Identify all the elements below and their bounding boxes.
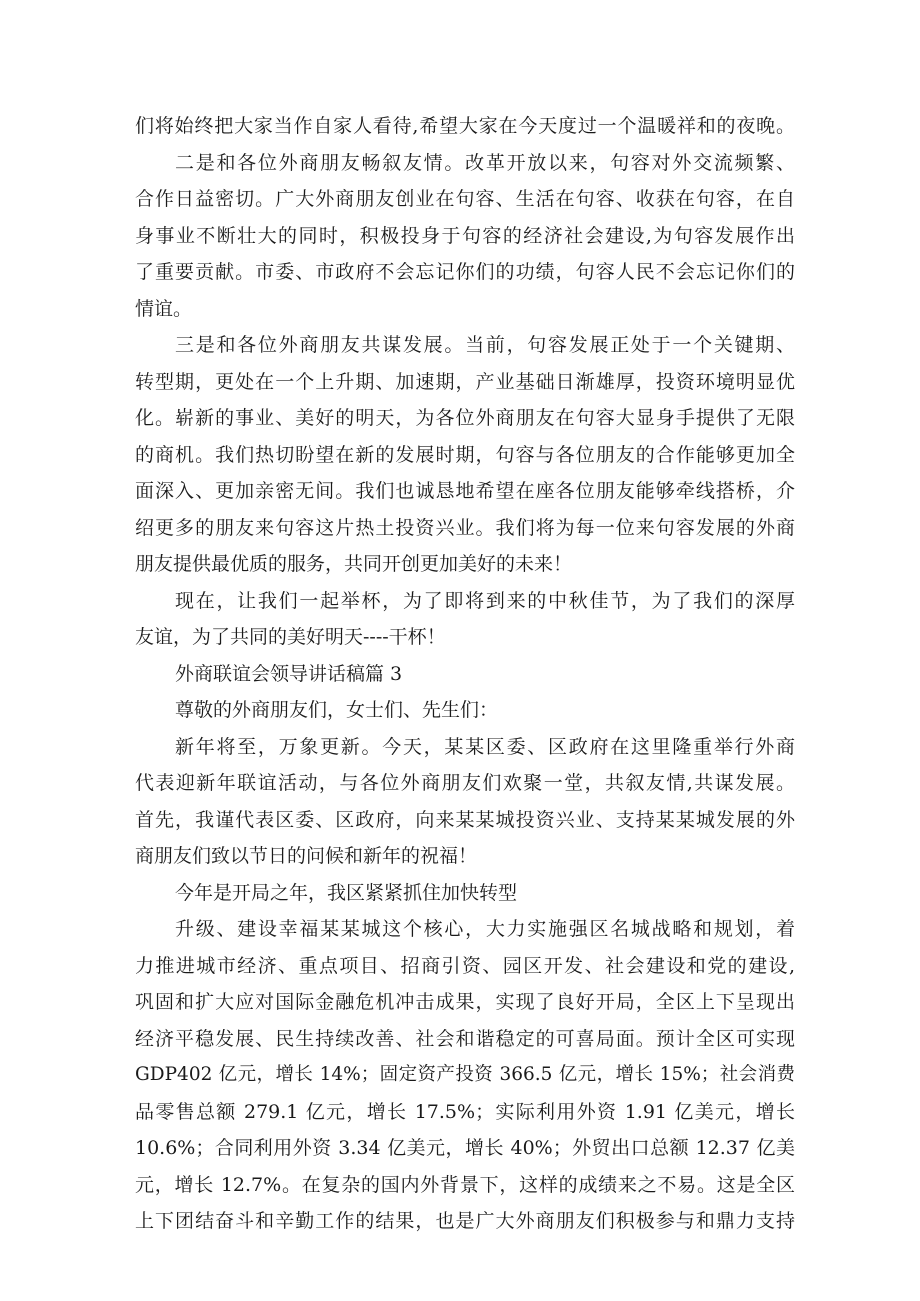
text-line: 们将始终把大家当作自家人看待,希望大家在今天度过一个温暖祥和的夜晚。 [135, 115, 795, 137]
document-body [135, 108, 795, 1240]
text-line: 代表迎新年联谊活动，与各位外商朋友们欢聚一堂，共叙友情,共谋发展。 [135, 772, 795, 794]
text-line: 力推进城市经济、重点项目、招商引资、园区开发、社会建设和党的建设, [135, 954, 795, 977]
text-line: 朋友提供最优质的服务，共同开创更加美好的未来！ [135, 553, 573, 575]
text-line: 10.6%；合同利用外资 3.34 亿美元，增长 40%；外贸出口总额 12.37 亿美 [135, 1137, 795, 1159]
text-line: 品零售总额 279.1 亿元，增长 17.5%；实际利用外资 1.91 亿美元，增长 [135, 1100, 795, 1123]
text-line: 转型期，更处在一个上升期、加速期，产业基础日渐雄厚，投资环境明显优 [135, 370, 795, 393]
text-line: 上下团结奋斗和辛勤工作的结果，也是广大外商朋友们积极参与和鼎力支持 [135, 1210, 795, 1232]
text-line: GDP402 亿元，增长 14%；固定资产投资 366.5 亿元，增长 15%；社会消费 [135, 1064, 795, 1085]
paragraph-start-line: 三是和各位外商朋友共谋发展。当前，句容发展正处于一个关键期、 [175, 334, 795, 356]
section-heading: 外商联谊会领导讲话稿篇 3 [175, 662, 403, 685]
text-line: 元，增长 12.7%。在复杂的国内外背景下，这样的成绩来之不易。这是全区 [135, 1173, 795, 1196]
salutation: 尊敬的外商朋友们，女士们、先生们： [175, 699, 499, 721]
text-line: 了重要贡献。市委、市政府不会忘记你们的功绩，句容人民不会忘记你们的 [135, 261, 795, 283]
text-line: 的商机。我们热切盼望在新的发展时期，句容与各位朋友的合作能够更加全 [135, 443, 795, 466]
text-line: 身事业不断壮大的同时，积极投身于句容的经济社会建设,为句容发展作出 [135, 224, 795, 247]
text-line: 情谊。 [135, 297, 193, 320]
text-line: 巩固和扩大应对国际金融危机冲击成果，实现了良好开局，全区上下呈现出 [135, 991, 795, 1013]
paragraph-start-line: 新年将至，万象更新。今天，某某区委、区政府在这里隆重举行外商 [175, 735, 795, 758]
text-line: 绍更多的朋友来句容这片热土投资兴业。我们将为每一位来句容发展的外商 [135, 516, 795, 539]
text-line: 面深入、更加亲密无间。我们也诚恳地希望在座各位朋友能够牵线搭桥，介 [135, 480, 795, 502]
text-line: 首先，我谨代表区委、区政府，向来某某城投资兴业、支持某某城发展的外 [135, 808, 795, 831]
paragraph-start-line: 今年是开局之年，我区紧紧抓住加快转型 [175, 881, 518, 904]
text-line: 经济平稳发展、民生持续改善、社会和谐稳定的可喜局面。预计全区可实现 [135, 1027, 795, 1050]
text-line: 化。崭新的事业、美好的明天，为各位外商朋友在句容大显身手提供了无限 [135, 407, 795, 429]
text-line: 商朋友们致以节日的问候和新年的祝福！ [135, 845, 478, 867]
paragraph-start-line: 升级、建设幸福某某城这个核心，大力实施强区名城战略和规划，着 [175, 918, 795, 940]
text-line: 合作日益密切。广大外商朋友创业在句容、生活在句容、收获在句容，在自 [135, 188, 795, 210]
paragraph-start-line: 现在，让我们一起举杯，为了即将到来的中秋佳节，为了我们的深厚 [175, 589, 795, 612]
paragraph-start-line: 二是和各位外商朋友畅叙友情。改革开放以来，句容对外交流频繁、 [175, 151, 795, 174]
text-line: 友谊，为了共同的美好明天----干杯！ [135, 626, 446, 648]
